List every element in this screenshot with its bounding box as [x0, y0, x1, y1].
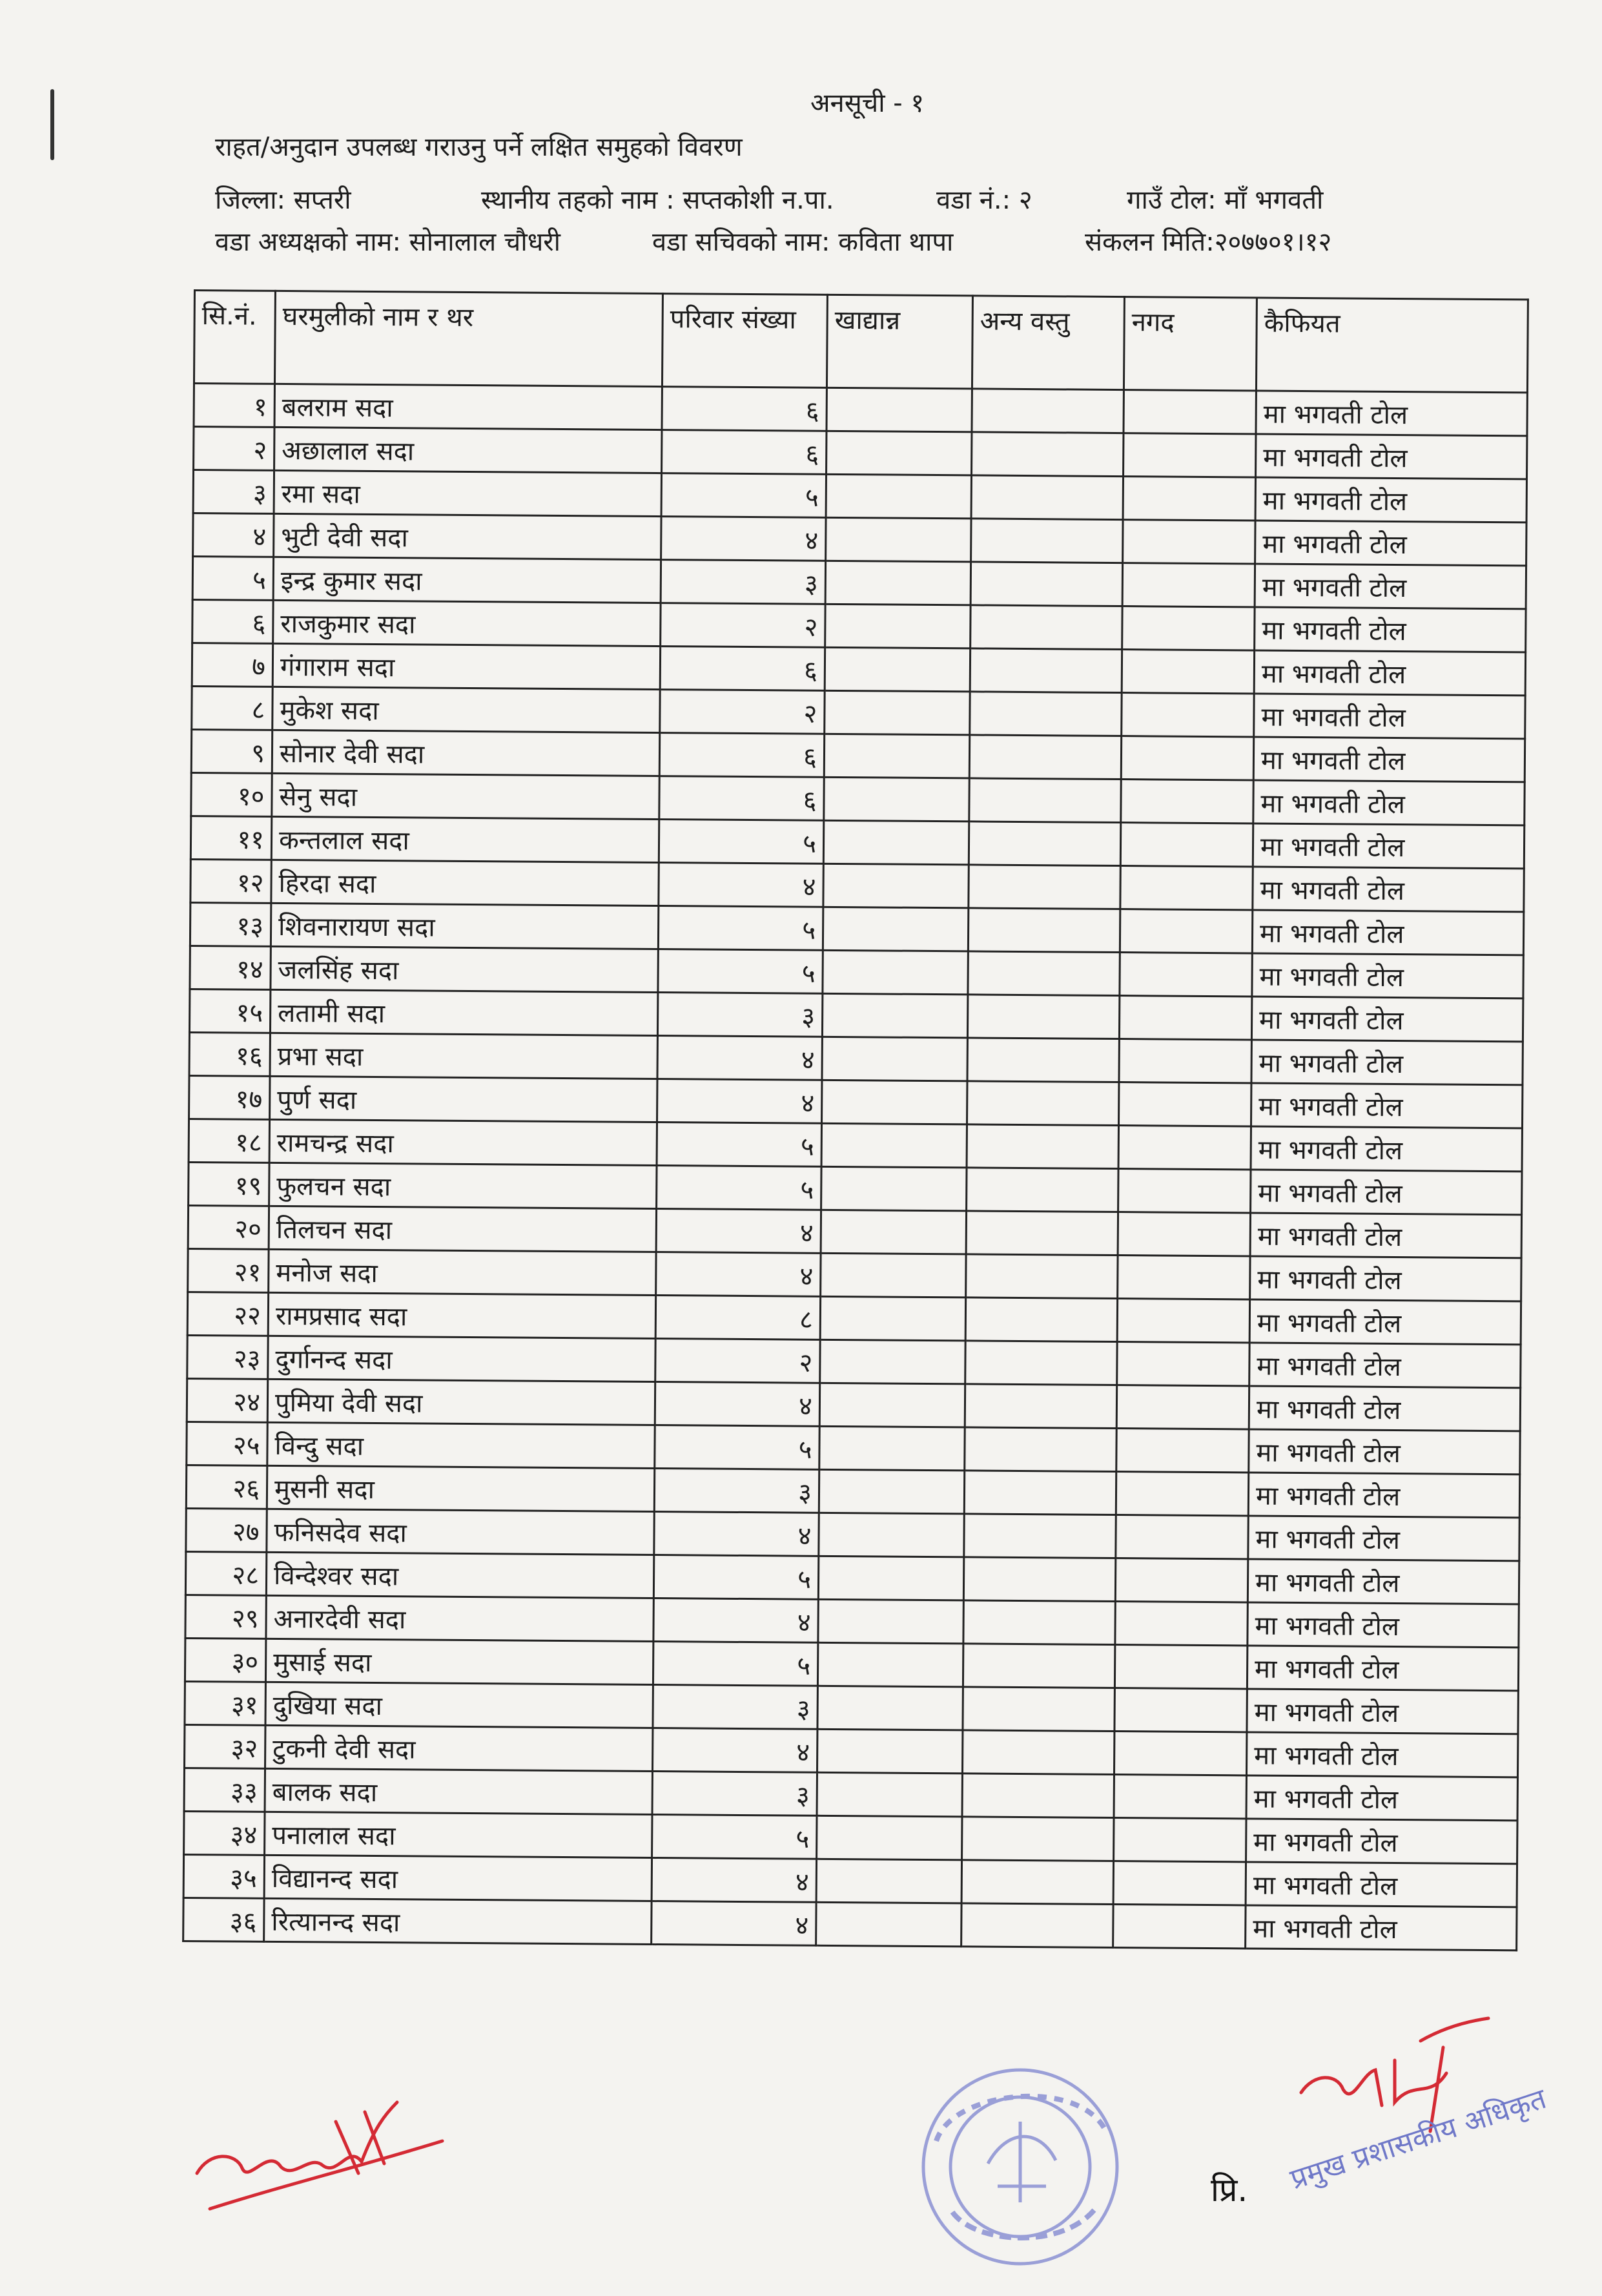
serial-cell: २०: [188, 1205, 269, 1249]
remarks-cell: मा भगवती टोल: [1249, 1299, 1521, 1345]
remarks-cell: मा भगवती टोल: [1249, 1429, 1520, 1474]
other-goods-cell: [969, 735, 1121, 780]
name-cell: फुलचन सदा: [269, 1163, 657, 1208]
family-count-cell: २: [655, 1339, 820, 1383]
food-cell: [825, 647, 970, 692]
name-cell: गंगाराम सदा: [272, 643, 660, 689]
serial-cell: ३३: [184, 1768, 265, 1812]
serial-cell: ९: [191, 729, 272, 773]
other-goods-cell: [970, 648, 1122, 693]
remarks-cell: मा भगवती टोल: [1246, 1905, 1517, 1950]
office-designation-stamp: प्रमुख प्रशासकीय अधिकृत: [1286, 2082, 1550, 2197]
serial-cell: ३१: [185, 1681, 265, 1725]
serial-cell: २७: [186, 1508, 267, 1552]
table-header-row: [194, 291, 1528, 393]
family-count-cell: ४: [653, 1598, 818, 1643]
remarks-cell: मा भगवती टोल: [1249, 1386, 1520, 1431]
name-cell: प्रभा सदा: [270, 1033, 657, 1079]
other-goods-cell: [965, 1298, 1117, 1342]
family-count-cell: ४: [652, 1901, 816, 1946]
remarks-cell: मा भगवती टोल: [1253, 780, 1525, 825]
other-goods-cell: [971, 475, 1123, 520]
serial-cell: ३४: [184, 1811, 265, 1855]
food-cell: [825, 690, 970, 735]
name-cell: लतामी सदा: [270, 989, 657, 1035]
remarks-cell: मा भगवती टोल: [1248, 1516, 1519, 1561]
other-goods-cell: [967, 1038, 1119, 1082]
name-cell: इन्द्र कुमार सदा: [273, 557, 661, 603]
remarks-cell: मा भगवती टोल: [1251, 1126, 1522, 1172]
other-goods-cell: [972, 432, 1124, 477]
family-count-cell: ६: [660, 646, 825, 691]
cash-cell: [1119, 1039, 1251, 1083]
name-cell: जलसिंह सदा: [271, 946, 658, 992]
cash-cell: [1115, 1602, 1248, 1646]
name-cell: पुमिया देवी सदा: [267, 1379, 655, 1425]
cash-cell: [1120, 823, 1253, 867]
col-header-serial: सि.नं.: [194, 291, 275, 384]
cash-cell: [1124, 433, 1256, 477]
remarks-cell: मा भगवती टोल: [1248, 1473, 1519, 1518]
table-row: [183, 1898, 1517, 1950]
family-count-cell: ४: [659, 863, 823, 907]
other-goods-cell: [963, 1557, 1115, 1602]
ward-chair-field: वडा अध्यक्षको नाम: सोनालाल चौधरी: [215, 227, 561, 257]
name-cell: हिरदा सदा: [271, 860, 659, 905]
name-cell: रित्यानन्द सदा: [264, 1898, 652, 1944]
cash-cell: [1114, 1645, 1247, 1689]
name-cell: शिवनारायण सदा: [271, 903, 658, 949]
serial-cell: २४: [187, 1378, 267, 1422]
other-goods-cell: [965, 1341, 1117, 1385]
serial-cell: १८: [189, 1119, 269, 1163]
cash-cell: [1124, 390, 1256, 434]
serial-cell: २२: [187, 1292, 268, 1336]
family-count-cell: ३: [654, 1469, 819, 1513]
other-goods-cell: [969, 822, 1120, 866]
family-count-cell: ४: [652, 1858, 816, 1903]
food-cell: [825, 604, 970, 648]
district-field: जिल्ला: सप्तरी: [215, 185, 351, 215]
name-cell: अछालाल सदा: [274, 427, 662, 473]
cash-cell: [1120, 953, 1252, 997]
food-cell: [821, 1123, 967, 1168]
cash-cell: [1115, 1558, 1248, 1602]
name-cell: राजकुमार सदा: [273, 600, 661, 646]
remarks-cell: मा भगवती टोल: [1248, 1602, 1519, 1648]
cdo-prefix: प्रि.: [1211, 2171, 1248, 2209]
other-goods-cell: [970, 605, 1122, 650]
remarks-cell: मा भगवती टोल: [1251, 997, 1523, 1042]
serial-cell: १: [194, 384, 274, 428]
food-cell: [821, 1210, 966, 1254]
document-title: अनसूची - १: [810, 88, 925, 118]
name-cell: बलराम सदा: [274, 384, 662, 429]
other-goods-cell: [967, 1124, 1118, 1169]
other-goods-cell: [969, 865, 1120, 909]
food-cell: [817, 1815, 962, 1860]
food-cell: [818, 1599, 963, 1644]
serial-cell: १७: [189, 1075, 270, 1119]
remarks-cell: मा भगवती टोल: [1246, 1732, 1517, 1777]
col-header-name: घरमुलीको नाम र थर: [274, 291, 662, 386]
cash-cell: [1113, 1861, 1246, 1905]
serial-cell: १५: [189, 989, 270, 1033]
food-cell: [819, 1469, 964, 1514]
cash-cell: [1116, 1472, 1248, 1516]
name-cell: सेनु सदा: [272, 773, 659, 819]
cash-cell: [1121, 780, 1253, 823]
family-count-cell: ६: [662, 430, 827, 475]
food-cell: [817, 1772, 962, 1817]
cash-cell: [1116, 1385, 1249, 1429]
food-cell: [824, 777, 969, 822]
serial-cell: ७: [192, 643, 272, 687]
name-cell: मुसनी सदा: [267, 1465, 654, 1511]
ward-secretary-field: वडा सचिवको नाम: कविता थापा: [652, 227, 954, 257]
other-goods-cell: [969, 778, 1121, 823]
food-cell: [817, 1642, 963, 1687]
cash-cell: [1121, 736, 1253, 780]
cash-cell: [1118, 1169, 1251, 1213]
signature-left: [190, 2076, 462, 2218]
cash-cell: [1116, 1515, 1248, 1559]
serial-cell: ६: [192, 599, 273, 643]
cash-cell: [1118, 1126, 1251, 1170]
serial-cell: १०: [191, 772, 272, 816]
other-goods-cell: [962, 1817, 1114, 1861]
other-goods-cell: [963, 1687, 1114, 1732]
food-cell: [822, 993, 967, 1038]
name-cell: दुखिया सदा: [265, 1682, 653, 1728]
cash-cell: [1118, 1082, 1251, 1126]
col-header-remarks: कैफियत: [1256, 298, 1528, 393]
serial-cell: ५: [192, 557, 273, 601]
cash-cell: [1114, 1688, 1247, 1732]
name-cell: भुटी देवी सदा: [274, 513, 661, 559]
family-count-cell: ४: [654, 1512, 819, 1557]
cash-cell: [1122, 693, 1254, 737]
name-cell: तिलचन सदा: [269, 1206, 656, 1252]
family-count-cell: ४: [657, 1036, 822, 1081]
food-cell: [821, 1166, 967, 1211]
serial-cell: ३२: [185, 1724, 265, 1768]
family-count-cell: ४: [657, 1079, 822, 1124]
family-count-cell: ३: [653, 1685, 817, 1730]
name-cell: बालक सदा: [265, 1768, 652, 1814]
family-count-cell: ५: [658, 906, 823, 951]
remarks-cell: मा भगवती टोल: [1251, 1083, 1522, 1128]
family-count-cell: ४: [655, 1382, 819, 1427]
serial-cell: १९: [189, 1162, 269, 1206]
food-cell: [819, 1383, 965, 1427]
family-count-cell: ५: [655, 1425, 819, 1470]
family-count-cell: ३: [652, 1772, 817, 1816]
remarks-cell: मा भगवती टोल: [1256, 391, 1527, 436]
other-goods-cell: [963, 1600, 1115, 1645]
name-cell: मुकेश सदा: [272, 687, 660, 732]
remarks-cell: मा भगवती टोल: [1252, 953, 1523, 998]
food-cell: [822, 1037, 967, 1081]
name-cell: फनिसदेव सदा: [267, 1509, 654, 1555]
food-cell: [826, 474, 971, 519]
cash-cell: [1118, 1212, 1250, 1256]
document-subject: राहत/अनुदान उपलब्ध गराउनु पर्ने लक्षित समुहको विवरण: [215, 132, 743, 162]
cash-cell: [1119, 996, 1251, 1040]
food-cell: [823, 864, 969, 908]
serial-cell: ३५: [183, 1854, 264, 1898]
remarks-cell: मा भगवती टोल: [1251, 1170, 1522, 1215]
food-cell: [817, 1686, 963, 1730]
other-goods-cell: [964, 1471, 1116, 1515]
family-count-cell: ४: [661, 517, 826, 561]
family-count-cell: ४: [652, 1728, 817, 1773]
cash-cell: [1122, 606, 1255, 650]
cash-cell: [1114, 1818, 1246, 1862]
beneficiary-table: [182, 289, 1529, 1951]
food-cell: [826, 517, 971, 562]
serial-cell: ४: [193, 513, 274, 557]
family-count-cell: ३: [657, 993, 822, 1037]
food-cell: [824, 734, 969, 778]
family-count-cell: ५: [653, 1642, 817, 1686]
serial-cell: २५: [187, 1422, 267, 1465]
food-cell: [817, 1729, 962, 1774]
other-goods-cell: [970, 562, 1122, 606]
col-header-other-goods: अन्य वस्तु: [972, 296, 1124, 390]
remarks-cell: मा भगवती टोल: [1252, 910, 1523, 955]
other-goods-cell: [962, 1774, 1114, 1818]
name-cell: मनोज सदा: [269, 1249, 656, 1295]
serial-cell: २३: [187, 1335, 268, 1379]
other-goods-cell: [972, 389, 1124, 433]
other-goods-cell: [967, 995, 1119, 1039]
remarks-cell: मा भगवती टोल: [1249, 1343, 1521, 1388]
name-cell: दुर्गानन्द सदा: [268, 1336, 655, 1381]
food-cell: [823, 950, 968, 995]
family-count-cell: ८: [655, 1296, 820, 1340]
cash-cell: [1116, 1429, 1249, 1473]
family-count-cell: ५: [661, 473, 826, 518]
serial-cell: ११: [190, 816, 271, 860]
food-cell: [827, 431, 972, 475]
other-goods-cell: [961, 1903, 1113, 1948]
family-count-cell: ४: [656, 1209, 821, 1254]
cash-cell: [1114, 1732, 1246, 1775]
serial-cell: २९: [185, 1595, 266, 1639]
cash-cell: [1122, 650, 1254, 694]
other-goods-cell: [966, 1254, 1118, 1299]
other-goods-cell: [968, 908, 1120, 953]
food-cell: [818, 1556, 963, 1600]
remarks-cell: मा भगवती टोल: [1253, 867, 1524, 912]
serial-cell: १६: [189, 1032, 270, 1076]
cash-cell: [1114, 1775, 1246, 1819]
food-cell: [816, 1902, 961, 1947]
family-count-cell: ६: [662, 387, 827, 431]
village-tole-field: गाउँ टोल: माँ भगवती: [1127, 185, 1324, 215]
food-cell: [822, 1080, 967, 1124]
remarks-cell: मा भगवती टोल: [1251, 1040, 1523, 1085]
family-count-cell: ६: [659, 776, 824, 821]
remarks-cell: मा भगवती टोल: [1255, 564, 1526, 609]
margin-mark: [50, 89, 54, 160]
col-header-cash: नगद: [1124, 297, 1257, 391]
cash-cell: [1120, 909, 1252, 953]
cash-cell: [1117, 1342, 1249, 1386]
remarks-cell: मा भगवती टोल: [1254, 694, 1525, 739]
compiled-date-field: संकलन मिति:२०७७०१।१२: [1085, 227, 1332, 257]
family-count-cell: ५: [659, 820, 823, 864]
family-count-cell: ५: [652, 1815, 817, 1859]
family-count-cell: ६: [659, 733, 824, 778]
cash-cell: [1113, 1905, 1246, 1949]
other-goods-cell: [966, 1211, 1118, 1256]
family-count-cell: ३: [661, 560, 825, 605]
name-cell: रमा सदा: [274, 470, 661, 516]
name-cell: पुर्ण सदा: [270, 1076, 657, 1122]
serial-cell: ३६: [183, 1898, 264, 1941]
food-cell: [821, 1253, 966, 1298]
other-goods-cell: [961, 1860, 1113, 1905]
remarks-cell: मा भगवती टोल: [1248, 1559, 1519, 1604]
remarks-cell: मा भगवती टोल: [1246, 1862, 1517, 1907]
remarks-cell: मा भगवती टोल: [1246, 1775, 1517, 1821]
serial-cell: २६: [186, 1465, 267, 1509]
name-cell: रामचन्द्र सदा: [269, 1119, 657, 1165]
family-count-cell: २: [661, 603, 825, 648]
name-cell: कन्तलाल सदा: [271, 816, 659, 862]
name-cell: विन्दु सदा: [267, 1422, 655, 1468]
cash-cell: [1118, 1256, 1250, 1299]
serial-cell: १३: [190, 902, 271, 946]
food-cell: [827, 388, 972, 432]
remarks-cell: मा भगवती टोल: [1256, 434, 1527, 479]
remarks-cell: मा भगवती टोल: [1255, 607, 1526, 652]
name-cell: विन्देश्वर सदा: [266, 1552, 653, 1598]
remarks-cell: मा भगवती टोल: [1247, 1689, 1518, 1734]
name-cell: रामप्रसाद सदा: [268, 1292, 655, 1338]
name-cell: सोनार देवी सदा: [272, 730, 659, 776]
name-cell: पनालाल सदा: [265, 1812, 652, 1857]
remarks-cell: मा भगवती टोल: [1246, 1819, 1517, 1864]
cash-cell: [1117, 1299, 1249, 1343]
remarks-cell: मा भगवती टोल: [1255, 521, 1526, 566]
other-goods-cell: [970, 692, 1122, 736]
family-count-cell: ५: [658, 949, 823, 994]
food-cell: [820, 1339, 965, 1384]
remarks-cell: मा भगवती टोल: [1250, 1256, 1521, 1301]
other-goods-cell: [964, 1514, 1116, 1558]
food-cell: [819, 1426, 965, 1471]
food-cell: [816, 1859, 961, 1903]
serial-cell: ८: [192, 686, 272, 730]
other-goods-cell: [963, 1644, 1114, 1688]
col-header-family-count: परिवार संख्या: [662, 294, 827, 388]
other-goods-cell: [965, 1384, 1116, 1429]
cash-cell: [1120, 866, 1253, 910]
other-goods-cell: [965, 1427, 1116, 1472]
remarks-cell: मा भगवती टोल: [1253, 823, 1524, 869]
cash-cell: [1122, 563, 1255, 607]
name-cell: अनारदेवी सदा: [266, 1595, 653, 1641]
family-count-cell: ५: [653, 1555, 818, 1600]
serial-cell: १२: [190, 859, 271, 903]
family-count-cell: ४: [656, 1252, 821, 1297]
other-goods-cell: [968, 951, 1120, 996]
other-goods-cell: [962, 1730, 1114, 1775]
serial-cell: १४: [190, 946, 271, 989]
cash-cell: [1123, 520, 1255, 564]
food-cell: [823, 907, 968, 951]
remarks-cell: मा भगवती टोल: [1255, 477, 1526, 522]
local-body-field: स्थानीय तहको नाम : सप्तकोशी न.पा.: [481, 185, 834, 215]
food-cell: [819, 1513, 964, 1557]
office-seal-stamp: [891, 2051, 1162, 2296]
cash-cell: [1123, 477, 1255, 521]
serial-cell: २१: [188, 1248, 269, 1292]
food-cell: [825, 561, 970, 605]
remarks-cell: मा भगवती टोल: [1253, 737, 1525, 782]
serial-cell: २८: [185, 1551, 266, 1595]
name-cell: विद्यानन्द सदा: [264, 1855, 652, 1901]
family-count-cell: ५: [657, 1166, 821, 1210]
col-header-food: खाद्यान्न: [827, 295, 972, 389]
serial-cell: २: [194, 427, 274, 471]
food-cell: [820, 1296, 965, 1341]
name-cell: मुसाई सदा: [265, 1639, 653, 1684]
family-count-cell: ५: [657, 1122, 821, 1167]
food-cell: [823, 820, 969, 865]
ward-field: वडा नं.: २: [936, 185, 1032, 215]
serial-cell: ३०: [185, 1638, 265, 1682]
remarks-cell: मा भगवती टोल: [1254, 650, 1525, 696]
other-goods-cell: [967, 1168, 1118, 1212]
other-goods-cell: [971, 519, 1123, 563]
remarks-cell: मा भगवती टोल: [1250, 1213, 1521, 1258]
remarks-cell: मा भगवती टोल: [1247, 1646, 1518, 1691]
serial-cell: ३: [193, 470, 274, 514]
name-cell: टुकनी देवी सदा: [265, 1725, 653, 1771]
other-goods-cell: [967, 1081, 1119, 1126]
family-count-cell: २: [660, 690, 825, 734]
